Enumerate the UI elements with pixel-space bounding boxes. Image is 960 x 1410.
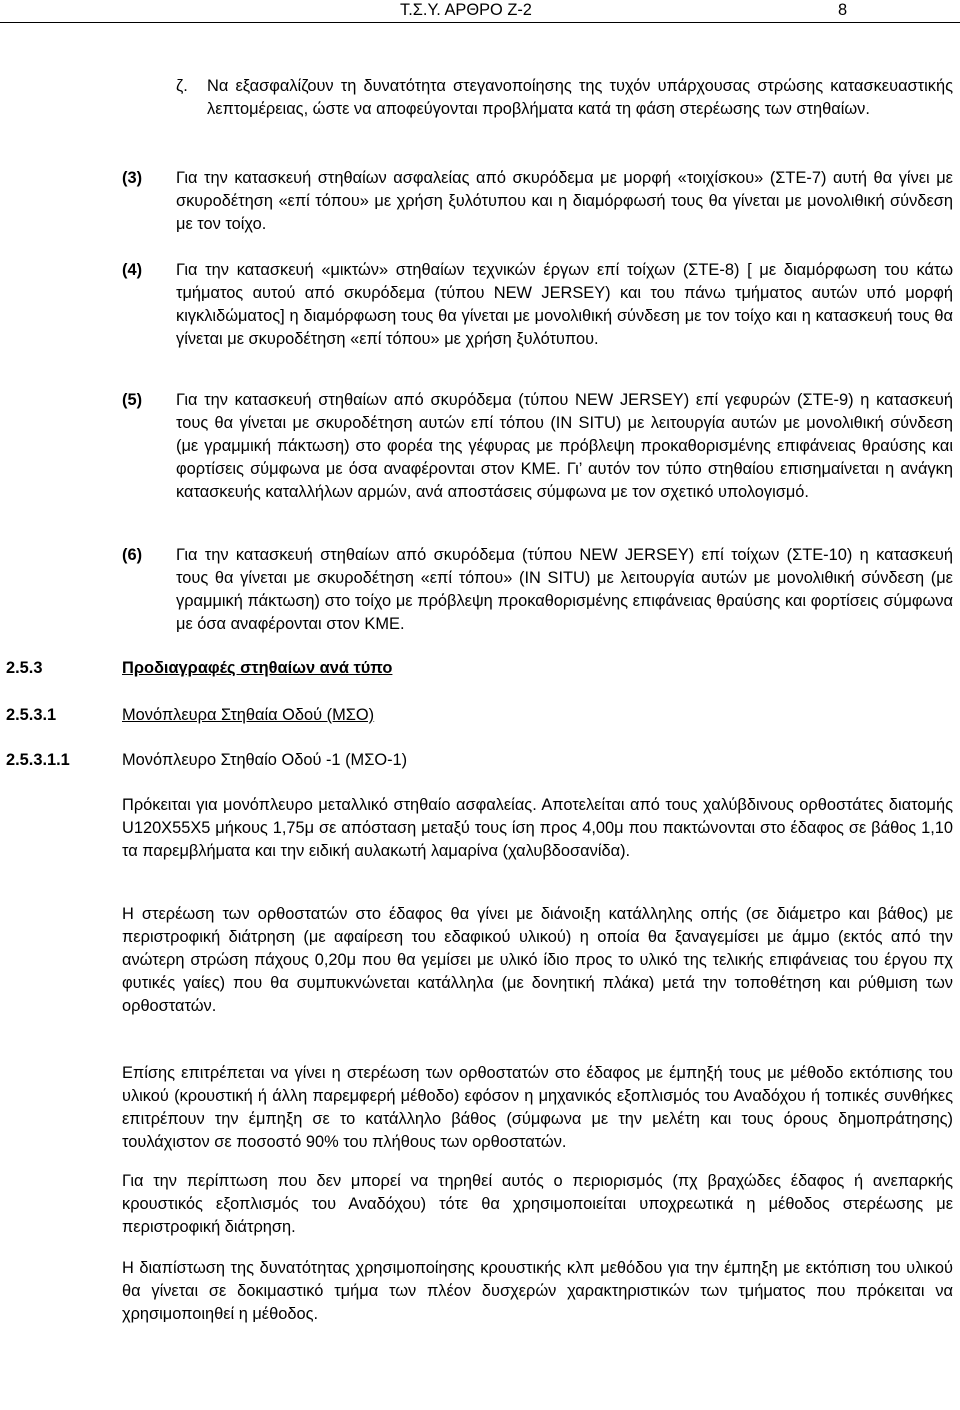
item-3-text: Για την κατασκευή στηθαίων ασφαλείας από σκυρόδεμα με μορφή «τοιχίσκου» (ΣΤΕ-7) αυτή θα γίνει με σκυροδέτηση «επί τόπου» με χρήση ξυλότυπου και η διαμόρφωσή τους θα γίνεται με μονολιθική σύνδεση με τον τοίχο. — [176, 169, 953, 233]
paragraph: Πρόκειται για μονόπλευρο μεταλλικό στηθαίο ασφαλείας. Αποτελείται από τους χαλύβδινους ορθοστάτες διατομής U120X55X5 μήκους 1,75μ σε απόσταση μεταξύ τους ίση προς 4,00μ που πακτώνονται στο έδαφος σε βάθος 1,10 τα παρεμβλήματα και την ειδική αυλακωτή λαμαρίνα (χαλυβδοσανίδα). — [122, 796, 953, 860]
paragraph: Η διαπίστωση της δυνατότητας χρησιμοποίησης κρουστικής κλπ μεθόδου για την έμπηξη με εκτόπιση του υλικού θα γίνεται σε δοκιμαστικό τμήμα των πλέον δυσχερών χαρακτηριστικών των τμήματος που πρόκειται να χρησιμοποιηθεί η μέθοδος. — [122, 1259, 953, 1323]
paragraph: Η στερέωση των ορθοστατών στο έδαφος θα γίνει με διάνοιξη κατάλληλης οπής (σε διάμετρο και βάθος) με περιστροφική διάτρηση (με αφαίρεση του εδαφικού υλικού) η οποία θα ξαναγεμίσει με άμμο (εκτός από την ανώτερη στρώση πάχους 0,20μ που θα γεμίσει με υλικό ίδιο προς το υλικό της τελικής επιφάνειας του έργου πχ φυτικές γαίες) που θα συμπυκνώνεται κατάλληλα (με δονητική πλάκα) μετά την τοποθέτηση και ρύθμιση των ορθοστατών. — [122, 905, 953, 1015]
document-title: Τ.Σ.Υ. ΑΡΘΡΟ Ζ-2 — [400, 1, 532, 19]
heading-2-5-3-1-1-number: 2.5.3.1.1 — [6, 751, 70, 769]
item-g-text: Να εξασφαλίζουν τη δυνατότητα στεγανοποίησης της τυχόν υπάρχουσας στρώσης κατασκευαστικής λεπτομέρειας, ώστε να αποφεύγονται προβλήματα κατά τη φάση στερέωσης των στηθαίων. — [207, 77, 953, 118]
heading-2-5-3-1-1-title: Μονόπλευρο Στηθαίο Οδού -1 (ΜΣΟ-1) — [122, 751, 408, 769]
item-6-text: Για την κατασκευή στηθαίων από σκυρόδεμα (τύπου NEW JERSEY) επί τοίχων (ΣΤΕ-10) η κατασκευή τους θα γίνεται με σκυροδέτηση «επί τόπου» (IN SITU) με λειτουργία αυτών με μονολιθική σύνδεση (με γραμμική πάκτωση) στο τοίχο με πρόβλεψη προκαθορισμένης επιφάνειας θραύσης και φορτίσεις σύμφωνα με όσα αναφέρονται στον ΚΜΕ. — [176, 546, 953, 633]
item-g-marker: ζ. — [176, 77, 188, 95]
item-4-marker: (4) — [122, 261, 143, 279]
item-6-marker: (6) — [122, 546, 143, 564]
item-5-text: Για την κατασκευή στηθαίων από σκυρόδεμα (τύπου NEW JERSEY) επί γεφυρών (ΣΤΕ-9) η κατασκευή τους θα γίνεται με σκυροδέτηση αυτών επί τόπου (IN SITU) με λειτουργία αυτών με μονολιθική σύνδεση (με γραμμική πάκτωση) στο φορέα της γέφυρας με πρόβλεψη προκαθορισμένης επιφάνειας θραύσης και φορτίσεις σύμφωνα με όσα αναφέρονται στον ΚΜΕ. Γι’ αυτόν τον τύπο στηθαίου επισημαίνεται η ανάγκη κατασκευής καταλλήλων αρμών, ανά αποστάσεις σύμφωνα με τον σχετικό υπολογισμό. — [176, 391, 953, 501]
heading-2-5-3-number: 2.5.3 — [6, 659, 43, 677]
heading-2-5-3-title: Προδιαγραφές στηθαίων ανά τύπο — [122, 659, 393, 677]
heading-2-5-3-1-title: Μονόπλευρα Στηθαία Οδού (ΜΣΟ) — [122, 706, 375, 724]
paragraph: Για την περίπτωση που δεν μπορεί να τηρηθεί αυτός ο περιορισμός (πχ βραχώδες έδαφος ή ανεπαρκής κρουστικός εξοπλισμός του Αναδόχου) τότε θα χρησιμοποιείται υποχρεωτικά η μέθοδος στερέωσης με περιστροφική διάτρηση. — [122, 1172, 953, 1236]
item-5-marker: (5) — [122, 391, 143, 409]
item-4-text: Για την κατασκευή «μικτών» στηθαίων τεχνικών έργων επί τοίχων (ΣΤΕ-8) [ με διαμόρφωση του κάτω τμήματος αυτού από σκυρόδεμα (τύπου NEW JERSEY) και του πάνω τμήματος αυτών υπό μορφή κιγκλιδώματος] η διαμόρφωση τους θα γίνεται με μονολιθική σύνδεση με τον τοίχο και η κατασκευή τους θα γίνεται με σκυροδέτηση «επί τόπου» με χρήση ξυλότυπου. — [176, 261, 953, 348]
heading-2-5-3-1-number: 2.5.3.1 — [6, 706, 57, 724]
item-3-marker: (3) — [122, 169, 143, 187]
paragraph: Επίσης επιτρέπεται να γίνει η στερέωση των ορθοστατών στο έδαφος με έμπηξή τους με μέθοδο εκτόπισης του υλικού (κρουστική ή άλλη παρεμφερή μέθοδο) εφόσον η μηχανικός εξοπλισμός του Αναδόχου ή τοπικές συνθήκες επιτρέπουν την έμπηξη σε το κατάλληλο βάθος (σύμφωνα με την μελέτη και τους όρους δημοπράτησης) τουλάχιστον σε ποσοστό 90% του πλήθους των ορθοστατών. — [122, 1064, 953, 1151]
page-header — [0, 0, 960, 23]
page-number: 8 — [838, 1, 848, 19]
